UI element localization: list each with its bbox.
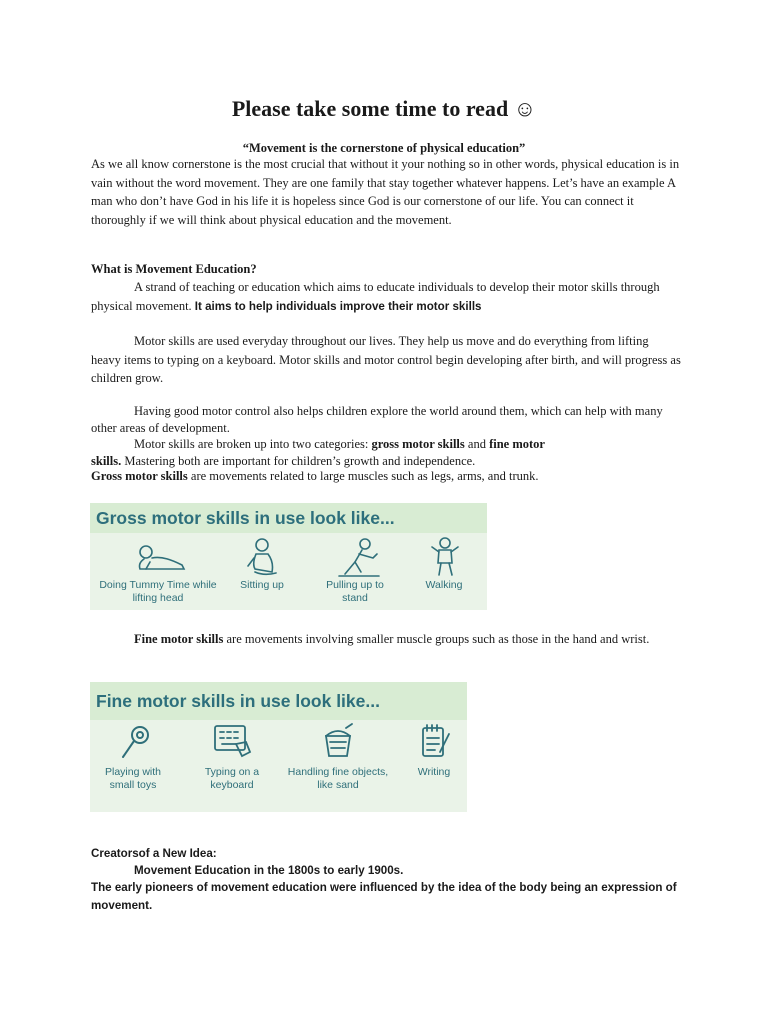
fine-figure-banner: Fine motor skills in use look like... [90, 682, 467, 720]
what-body: A strand of teaching or education which aims to educate individuals to develop their motor skills through physical movement. [91, 280, 660, 313]
gross-caption-1: Doing Tummy Time while lifting head [99, 579, 217, 604]
gross-caption-4: Walking [425, 579, 463, 591]
categories-paragraph: Motor skills are broken up into two categories: gross motor skills and fine motor skills. Mastering both are important for children’s growth and independence. [91, 437, 545, 468]
notepad-pencil-icon [418, 722, 452, 762]
motor-paragraph: Motor skills are used everyday throughout our lives. They help us move and do everything from lifting heavy items to typing on a keyboard. Motor skills and motor control begin developing after birth, and will progress as children grow. [91, 334, 681, 385]
baby-pulling-up-icon [335, 536, 381, 580]
gross-paragraph: Gross motor skills are movements related to large muscles such as legs, arms, and trunk. [91, 469, 539, 483]
quote: “Movement is the cornerstone of physical education” [242, 141, 526, 155]
keyboard-hand-icon [212, 722, 252, 762]
baby-tummy-time-icon [132, 538, 188, 578]
fine-caption-1: Playing with small toys [104, 766, 162, 791]
baby-walking-icon [425, 536, 465, 580]
rattle-toy-icon [118, 724, 152, 762]
creators-heading: Creatorsof a New Idea: [91, 847, 217, 860]
baby-sitting-icon [242, 536, 282, 580]
gross-caption-3: Pulling up to stand [326, 579, 384, 604]
fine-caption-3: Handling fine objects, like sand [287, 766, 389, 791]
control-paragraph: Having good motor control also helps children explore the world around them, which can help with many other areas of development. [91, 404, 663, 435]
fine-caption-2: Typing on a keyboard [204, 766, 260, 791]
gross-caption-2: Sitting up [240, 579, 284, 591]
gross-motor-figure [90, 503, 487, 610]
gross-figure-banner: Gross motor skills in use look like... [90, 503, 487, 533]
fine-caption-4: Writing [417, 766, 451, 778]
creators-body: The early pioneers of movement education were influenced by the idea of the body being an expression of movement. [91, 881, 677, 912]
what-heading: What is Movement Education? [91, 262, 257, 276]
sand-bucket-icon [320, 722, 356, 762]
fine-paragraph: Fine motor skills are movements involving smaller muscle groups such as those in the hand and wrist. [134, 632, 650, 646]
page-title: Please take some time to read ☺ [231, 96, 537, 121]
intro-paragraph: As we all know cornerstone is the most crucial that without it your nothing so in other words, physical education is in vain without the word movement. They are one family that stay together whatever happens. Let’s have an example A man who don’t have God in his life it is hopeless since God is our cornerstone of our life. You can connect it thoroughly if we will think about physical education and the movement. [91, 157, 680, 227]
what-body-sans: It aims to help individuals improve their motor skills [194, 299, 482, 313]
creators-line: Movement Education in the 1800s to early 1900s. [134, 864, 404, 877]
what-paragraph [91, 278, 681, 316]
fine-motor-figure [90, 682, 467, 812]
